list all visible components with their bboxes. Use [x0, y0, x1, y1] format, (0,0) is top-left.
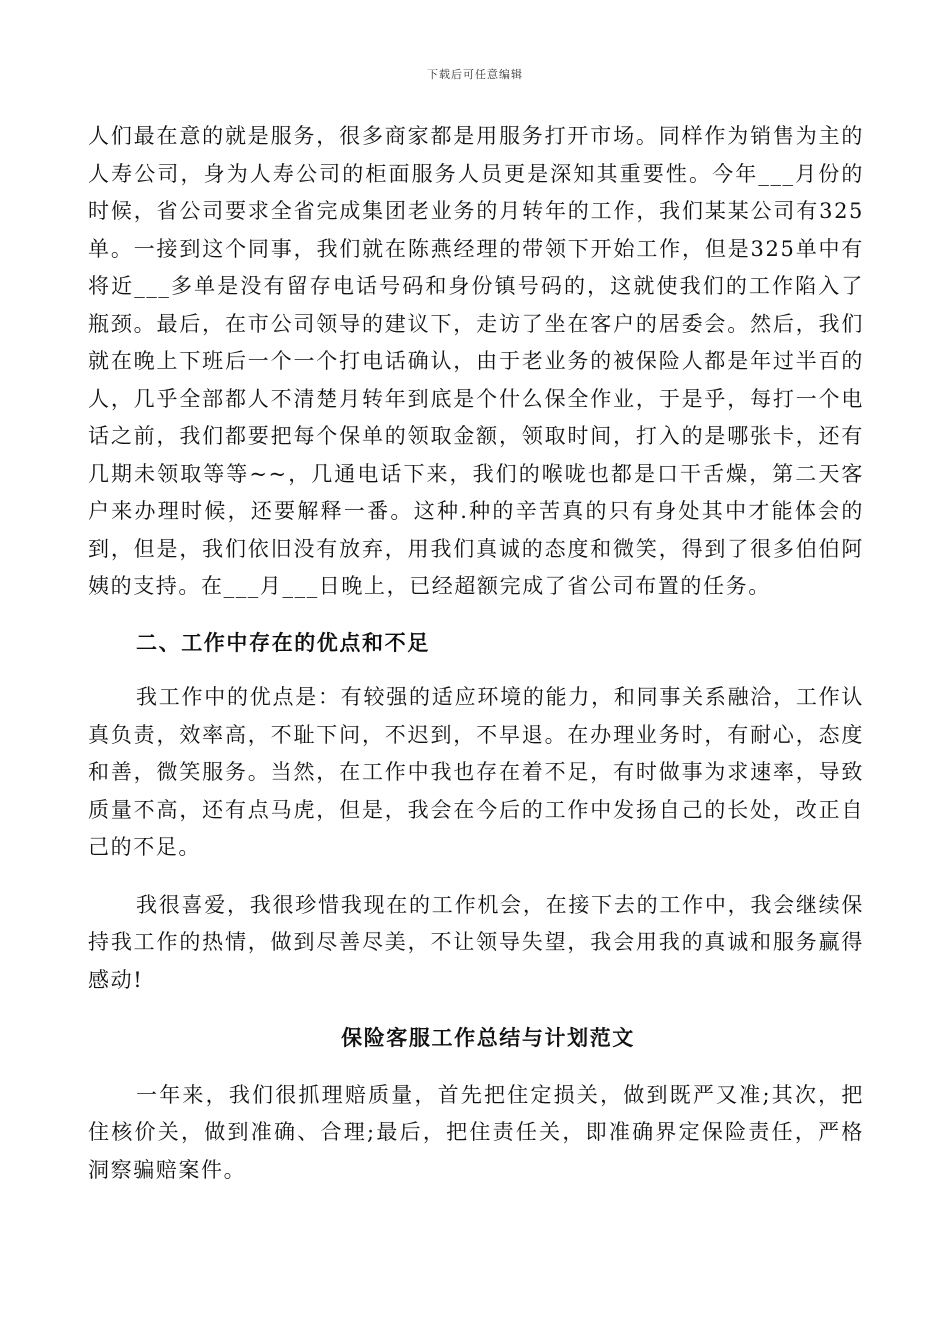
document-body [88, 118, 864, 1189]
paragraph-commitment: 我很喜爱，我很珍惜我现在的工作机会，在接下去的工作中，我会继续保持我工作的热情，做到尽善尽美，不让领导失望，我会用我的真诚和服务赢得感动! [88, 892, 864, 992]
document-title: 保险客服工作总结与计划范文 [341, 1025, 635, 1050]
paragraph-service-work: 人们最在意的就是服务，很多商家都是用服务打开市场。同样作为销售为主的人寿公司，身为人寿公司的柜面服务人员更是深知其重要性。今年___月份的时候，省公司要求全省完成集团老业务的月转年的工作，我们某某公司有325单。一接到这个同事，我们就在陈燕经理的带领下开始工作，但是325单中有将近___多单是没有留存电话号码和身份镇号码的，这就使我们的工作陷入了瓶颈。最后，在市公司领导的建议下，走访了坐在客户的居委会。然后，我们就在晚上下班后一个一个打电话确认，由于老业务的被保险人都是年过半百的人，几乎全部都人不清楚月转年到底是个什么保全作业，于是乎，每打一个电话之前，我们都要把每个保单的领取金额，领取时间，打入的是哪张卡，还有几期未领取等等~~，几通电话下来，我们的喉咙也都是口干舌燥，第二天客户来办理时候，还要解释一番。这种.种的辛苦真的只有身处其中才能体会的到，但是，我们依旧没有放弃，用我们真诚的态度和微笑，得到了很多伯伯阿姨的支持。在___月___日晚上，已经超额完成了省公司布置的任务。 [88, 124, 864, 598]
section-heading-strengths-weaknesses: 二、工作中存在的优点和不足 [136, 629, 430, 655]
paragraph-strengths: 我工作中的优点是：有较强的适应环境的能力，和同事关系融洽，工作认真负责，效率高，不耻下问，不迟到，不早退。在办理业务时，有耐心，态度和善，微笑服务。当然，在工作中我也存在着不足，有时做事为求速率，导致质量不高，还有点马虎，但是，我会在今后的工作中发扬自己的长处，改正自己的不足。 [88, 685, 864, 859]
paragraph-claims-quality: 一年来，我们很抓理赔质量，首先把住定损关，做到既严又准;其次，把住核价关，做到准确、合理;最后，把住责任关，即准确界定保险责任，严格洞察骗赔案件。 [88, 1082, 864, 1182]
header-note: 下载后可任意编辑 [427, 68, 523, 81]
